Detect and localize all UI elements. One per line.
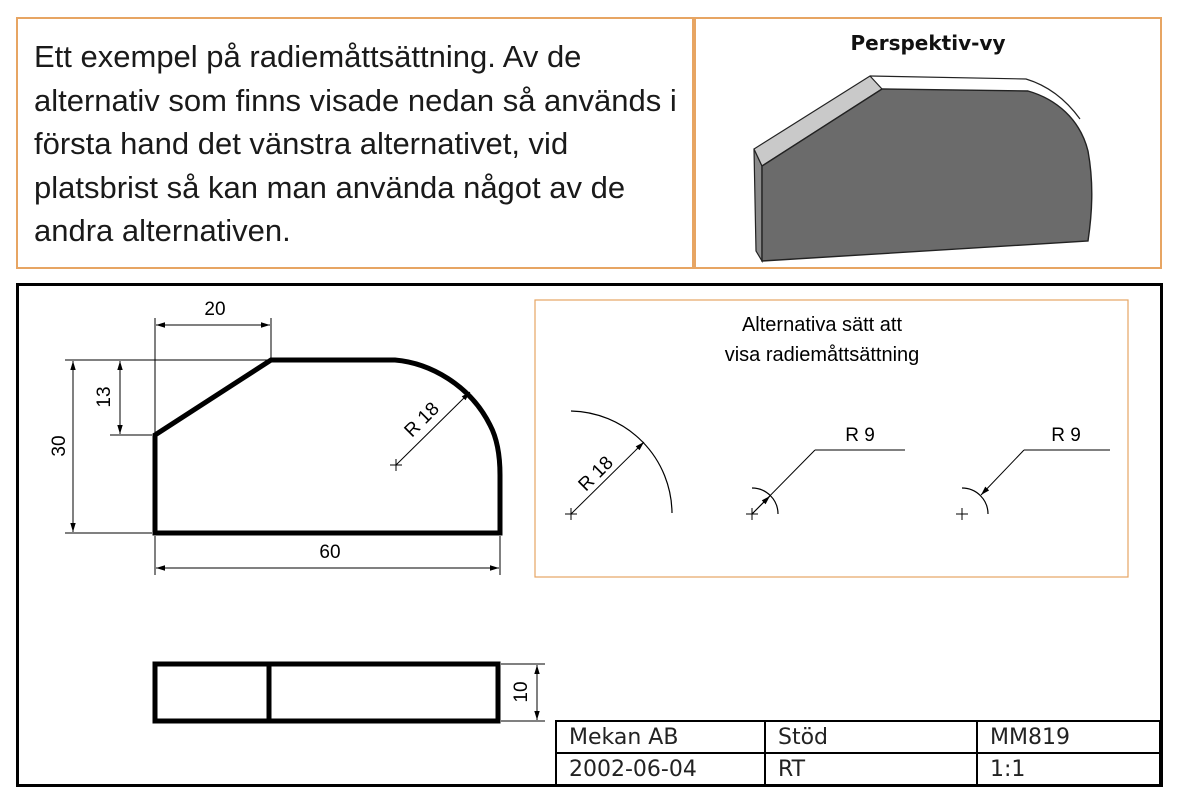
dim-10-label: 10 bbox=[511, 681, 532, 703]
alternatives-box bbox=[535, 300, 1128, 577]
alt3-leader bbox=[981, 450, 1024, 495]
perspective-title: Perspektiv-vy bbox=[850, 31, 1006, 55]
title-block-company: Mekan AB bbox=[556, 721, 765, 753]
alt2-arrow bbox=[752, 496, 770, 514]
alternatives-title-2: visa radiemåttsättning bbox=[724, 344, 920, 366]
alternatives-title-1: Alternativa sätt att bbox=[741, 314, 903, 336]
radius-label: R 18 bbox=[400, 398, 444, 442]
dim-20-label: 20 bbox=[204, 299, 226, 320]
alt1-label: R 18 bbox=[574, 452, 618, 496]
dim-30-label: 30 bbox=[49, 435, 70, 457]
title-block-part-name: Stöd bbox=[765, 721, 977, 753]
title-block-drawn-by: RT bbox=[765, 753, 977, 785]
alt1-arc bbox=[571, 411, 672, 513]
title-block-scale: 1:1 bbox=[977, 753, 1160, 785]
side-view-outline bbox=[155, 664, 498, 721]
front-view-outline bbox=[155, 360, 500, 533]
alt3-label: R 9 bbox=[1051, 425, 1081, 446]
title-block-date: 2002-06-04 bbox=[556, 753, 765, 785]
dim-60-label: 60 bbox=[319, 542, 341, 563]
dim-13-label: 13 bbox=[94, 386, 115, 408]
title-block-drawing-number: MM819 bbox=[977, 721, 1160, 753]
title-block bbox=[555, 720, 1161, 786]
alt2-label: R 9 bbox=[845, 425, 875, 446]
intro-text: Ett exempel på radiemåttsättning. Av de alternativ som finns visade nedan så används i första hand det vänstra alternativet, vid platsbrist så kan man använda något av de andra alternativen. bbox=[34, 39, 677, 248]
